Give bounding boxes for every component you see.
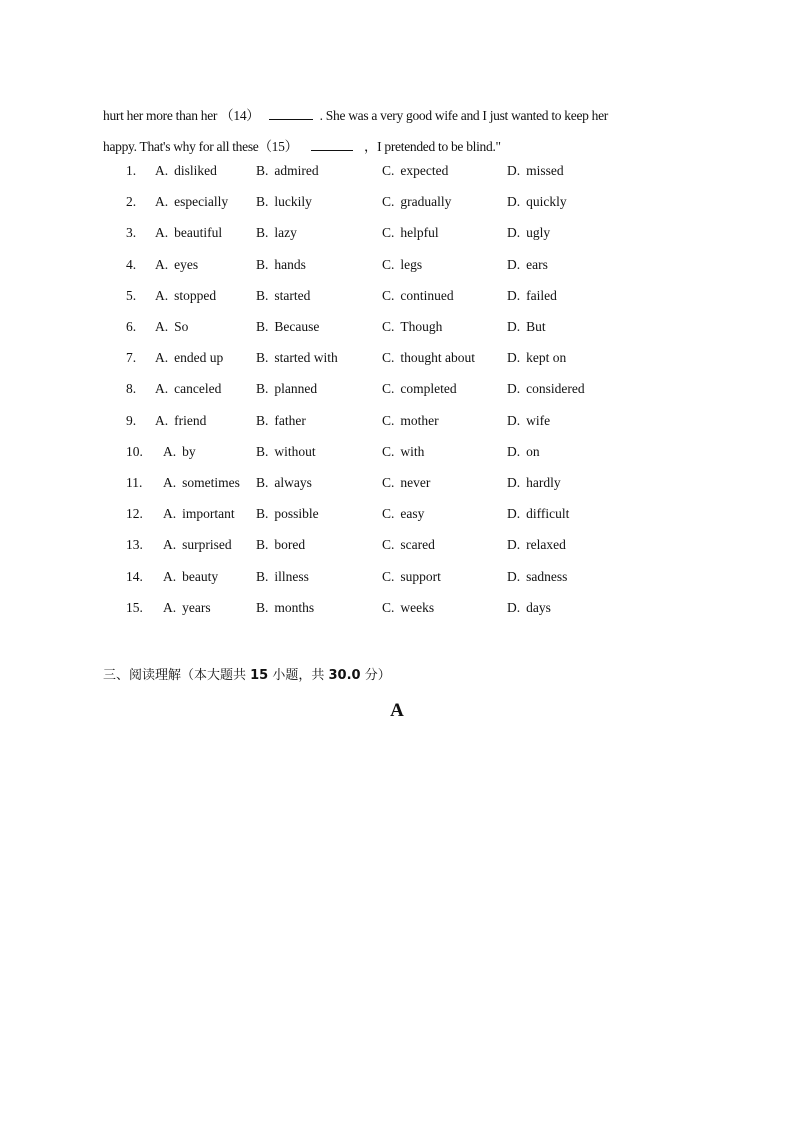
option-letter: D. (507, 412, 521, 428)
question-number: 4. (126, 256, 137, 272)
option-text: started with (274, 350, 338, 366)
answer-option (163, 506, 235, 522)
option-text: father (274, 412, 306, 428)
option-letter: B. (256, 287, 269, 303)
answer-option (382, 194, 451, 210)
option-text: kept on (526, 350, 567, 366)
option-text: planned (274, 381, 318, 397)
option-text: Because (274, 319, 320, 334)
option-letter: B. (256, 475, 269, 490)
option-text: luckily (274, 194, 312, 210)
answer-option (507, 600, 551, 616)
answer-option (256, 600, 314, 616)
option-text: relaxed (526, 537, 566, 553)
option-text: always (274, 475, 312, 490)
answer-option (382, 257, 422, 273)
option-text: quickly (526, 194, 567, 210)
answer-option (382, 319, 442, 335)
question-row (0, 319, 794, 343)
answer-option (507, 413, 550, 429)
option-text: hands (274, 256, 306, 272)
question-number: 7. (126, 350, 137, 366)
answer-option (507, 194, 567, 210)
question-row (0, 569, 794, 593)
option-letter: D. (507, 287, 521, 303)
option-letter: C. (382, 381, 395, 397)
answer-option (155, 194, 228, 210)
answer-option (507, 225, 550, 241)
option-text: sometimes (182, 475, 240, 490)
answer-option (155, 225, 222, 241)
answer-option (155, 288, 216, 304)
question-number: 3. (126, 225, 137, 241)
option-letter: A. (155, 163, 169, 178)
answer-option (382, 475, 430, 491)
option-letter: D. (507, 506, 521, 522)
question-number: 9. (126, 412, 137, 428)
question-row (0, 225, 794, 249)
passage-line-1-end: . She was a very good wife and I just wanted to keep her (319, 108, 609, 123)
option-text: never (400, 475, 431, 490)
passage-line-1-start: hurt her more than her （14） (103, 108, 260, 123)
option-letter: B. (256, 163, 269, 178)
option-letter: A. (155, 194, 169, 210)
option-letter: B. (256, 568, 269, 584)
option-letter: D. (507, 350, 521, 366)
option-letter: D. (507, 256, 521, 272)
question-number: 11. (126, 475, 143, 490)
answer-option (155, 350, 223, 366)
option-letter: B. (256, 256, 269, 272)
answer-option (507, 506, 569, 522)
option-letter: D. (507, 225, 521, 241)
answer-option (256, 319, 319, 335)
option-letter: C. (382, 412, 395, 428)
option-letter: C. (382, 537, 395, 553)
option-letter: C. (382, 475, 395, 490)
answer-option (507, 257, 548, 273)
option-text: months (274, 599, 315, 615)
answer-option (256, 569, 309, 585)
option-text: support (400, 568, 441, 584)
answer-option (256, 537, 305, 553)
option-text: So (174, 319, 189, 334)
option-letter: A. (163, 443, 177, 459)
option-letter: D. (507, 568, 521, 584)
option-letter: A. (155, 256, 169, 272)
option-text: scared (400, 537, 435, 553)
option-text: bored (274, 537, 306, 553)
question-row (0, 194, 794, 218)
option-text: weeks (400, 599, 435, 615)
option-text: ears (526, 256, 548, 272)
option-text: gradually (400, 194, 452, 210)
question-row (0, 381, 794, 405)
question-row (0, 537, 794, 561)
answer-option (382, 381, 457, 397)
option-letter: B. (256, 537, 269, 553)
option-text: with (400, 443, 425, 459)
question-row (0, 600, 794, 624)
option-text: without (274, 443, 316, 459)
answer-option (382, 600, 434, 616)
option-text: especially (174, 194, 229, 210)
option-letter: B. (256, 599, 269, 615)
option-letter: B. (256, 350, 269, 366)
option-text: on (526, 443, 540, 459)
answer-option (155, 413, 206, 429)
option-letter: D. (507, 599, 521, 615)
option-text: hardly (526, 475, 561, 490)
option-text: by (182, 443, 196, 459)
option-letter: B. (256, 381, 269, 397)
answer-option (155, 381, 221, 397)
passage-line-2-start: happy. That's why for all these（15） (103, 139, 298, 154)
passage-line-2-end: ，I pretended to be blind." (363, 139, 501, 154)
answer-option (382, 413, 439, 429)
option-text: helpful (400, 225, 439, 241)
answer-option (256, 350, 338, 366)
option-text: disliked (174, 163, 217, 178)
question-row (0, 257, 794, 281)
answer-option (382, 506, 424, 522)
option-text: illness (274, 568, 309, 584)
question-number: 14. (126, 568, 143, 584)
option-letter: A. (163, 537, 177, 553)
option-letter: A. (163, 475, 177, 490)
answer-option (382, 225, 439, 241)
passage-line-2 (103, 135, 501, 155)
question-row (0, 506, 794, 530)
option-letter: B. (256, 506, 269, 522)
answer-option (256, 475, 312, 491)
question-number: 1. (126, 163, 137, 178)
option-text: sadness (526, 568, 568, 584)
question-row (0, 288, 794, 312)
answer-option (507, 444, 540, 460)
answer-option (163, 569, 218, 585)
option-letter: C. (382, 225, 395, 241)
option-letter: C. (382, 287, 395, 303)
option-text: admired (274, 163, 319, 178)
answer-option (256, 225, 297, 241)
answer-option (256, 288, 310, 304)
option-letter: B. (256, 412, 269, 428)
answer-option (155, 163, 217, 179)
passage-line-1 (103, 104, 608, 124)
answer-option (163, 444, 196, 460)
option-letter: C. (382, 599, 395, 615)
question-number: 8. (126, 381, 137, 397)
question-row (0, 413, 794, 437)
option-letter: B. (256, 225, 269, 241)
question-number: 15. (126, 599, 143, 615)
question-row (0, 444, 794, 468)
answer-option (163, 475, 240, 491)
answer-blank-14 (269, 107, 313, 120)
section-question-count: 15 (250, 668, 269, 683)
answer-option (382, 444, 424, 460)
option-letter: A. (155, 350, 169, 366)
option-text: continued (400, 287, 454, 303)
answer-option (382, 288, 454, 304)
option-letter: D. (507, 163, 521, 178)
option-letter: D. (507, 443, 521, 459)
answer-option (382, 537, 435, 553)
option-text: years (182, 599, 211, 615)
option-letter: C. (382, 506, 395, 522)
option-text: ended up (174, 350, 224, 366)
option-letter: C. (382, 350, 395, 366)
answer-option (382, 163, 448, 179)
option-text: considered (526, 381, 585, 397)
option-letter: D. (507, 381, 521, 397)
answer-option (256, 444, 316, 460)
option-text: failed (526, 287, 557, 303)
answer-option (163, 600, 211, 616)
option-text: possible (274, 506, 319, 522)
option-text: easy (400, 506, 425, 522)
passage-label: A (390, 700, 404, 721)
option-letter: A. (163, 506, 177, 522)
option-letter: D. (507, 537, 521, 553)
answer-option (507, 381, 585, 397)
option-text: wife (526, 412, 551, 428)
option-text: beauty (182, 568, 219, 584)
section-heading (103, 664, 391, 683)
answer-option (507, 288, 557, 304)
option-letter: A. (155, 319, 169, 334)
option-text: friend (174, 412, 207, 428)
option-text: Though (400, 319, 443, 334)
option-text: expected (400, 163, 449, 178)
option-text: lazy (274, 225, 297, 241)
answer-option (256, 257, 306, 273)
option-letter: A. (155, 381, 169, 397)
answer-option (256, 413, 306, 429)
answer-option (382, 569, 441, 585)
option-letter: A. (155, 225, 169, 241)
option-text: important (182, 506, 235, 522)
answer-option (256, 381, 317, 397)
option-letter: B. (256, 194, 269, 210)
option-text: started (274, 287, 311, 303)
option-text: eyes (174, 256, 199, 272)
option-text: stopped (174, 287, 217, 303)
answer-option (155, 257, 198, 273)
answer-option (256, 506, 319, 522)
answer-option (163, 537, 232, 553)
answer-option (507, 475, 561, 491)
option-letter: A. (163, 599, 177, 615)
answer-option (507, 537, 566, 553)
answer-option (507, 569, 567, 585)
option-letter: C. (382, 256, 395, 272)
answer-option (507, 163, 564, 179)
option-letter: B. (256, 319, 269, 334)
answer-option (155, 319, 188, 335)
option-letter: C. (382, 568, 395, 584)
option-text: difficult (526, 506, 570, 522)
question-number: 10. (126, 443, 143, 459)
option-text: missed (526, 163, 564, 178)
option-text: canceled (174, 381, 222, 397)
answer-option (256, 163, 319, 179)
option-text: days (526, 599, 551, 615)
question-row (0, 163, 794, 187)
option-letter: A. (163, 568, 177, 584)
section-heading-prefix: 三、阅读理解（本大题共 (103, 668, 251, 683)
answer-option (256, 194, 312, 210)
question-row (0, 350, 794, 374)
option-letter: A. (155, 287, 169, 303)
answer-option (507, 319, 546, 335)
option-letter: B. (256, 443, 269, 459)
answer-blank-15 (311, 138, 353, 151)
option-letter: D. (507, 319, 521, 334)
option-letter: C. (382, 163, 395, 178)
question-number: 2. (126, 194, 137, 210)
question-row (0, 475, 794, 499)
question-number: 6. (126, 319, 137, 334)
option-letter: C. (382, 443, 395, 459)
question-number: 13. (126, 537, 143, 553)
option-text: surprised (182, 537, 232, 553)
section-heading-suffix: 分） (360, 668, 391, 683)
option-letter: C. (382, 319, 395, 334)
section-points: 30.0 (328, 668, 361, 683)
option-text: mother (400, 412, 439, 428)
question-number: 12. (126, 506, 143, 522)
question-number: 5. (126, 287, 137, 303)
option-letter: D. (507, 194, 521, 210)
option-letter: C. (382, 194, 395, 210)
option-text: ugly (526, 225, 551, 241)
option-text: thought about (400, 350, 476, 366)
answer-option (507, 350, 566, 366)
option-text: completed (400, 381, 457, 397)
option-text: But (526, 319, 546, 334)
option-text: legs (400, 256, 423, 272)
option-letter: D. (507, 475, 521, 490)
option-text: beautiful (174, 225, 223, 241)
option-letter: A. (155, 412, 169, 428)
answer-option (382, 350, 475, 366)
section-heading-middle: 小题，共 (268, 668, 329, 683)
